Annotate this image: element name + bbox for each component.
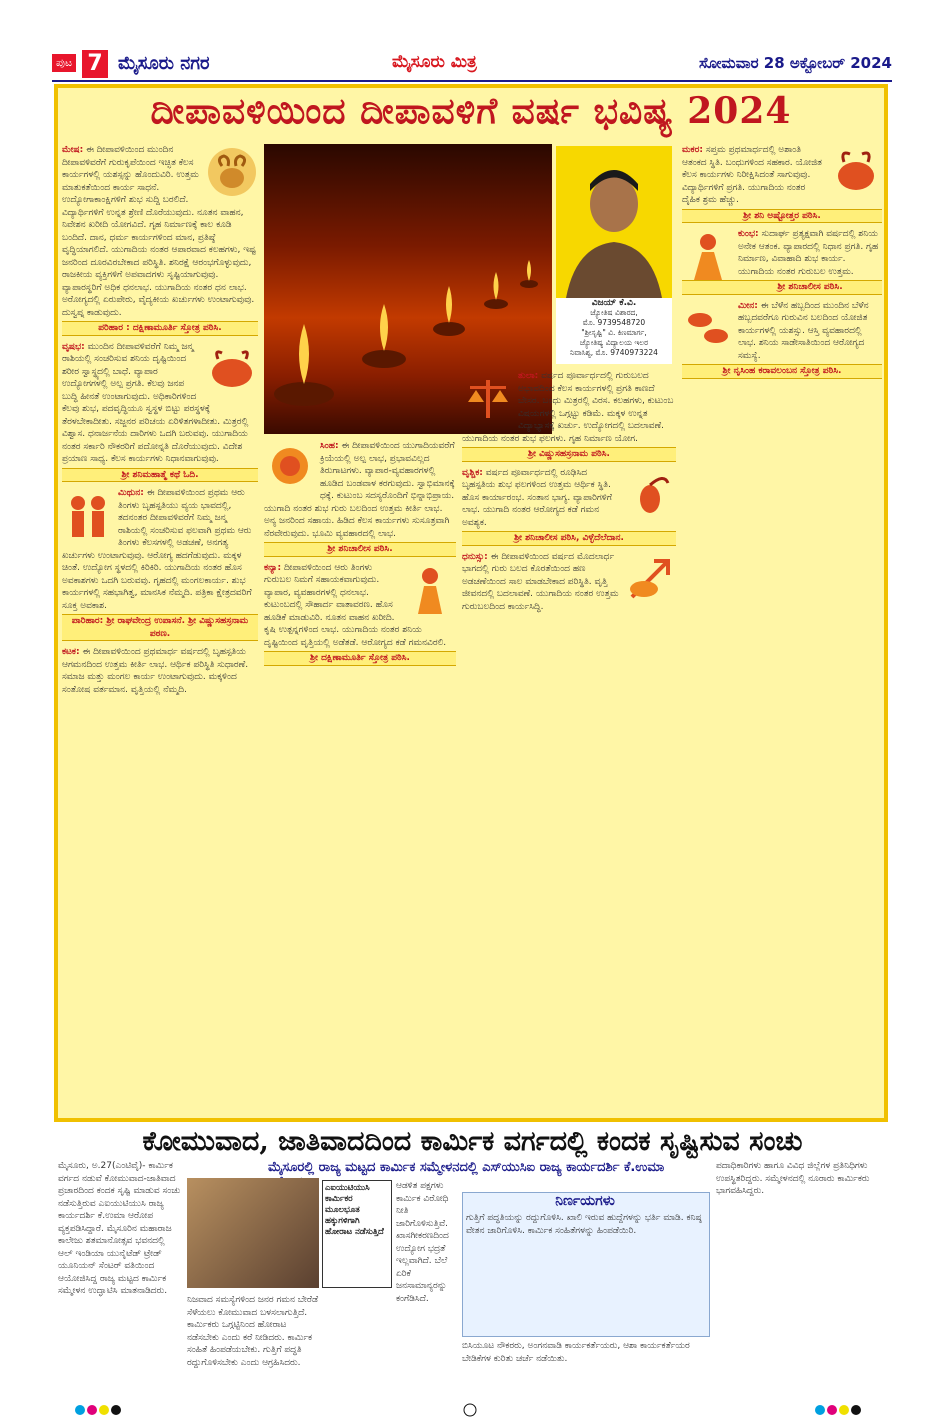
article-column-5: ಪದಾಧಿಕಾರಿಗಳು ಹಾಗೂ ವಿವಿಧ ಜಿಲ್ಲೆಗಳ ಪ್ರತಿನಿಧಿಗಳು ಉಪಸ್ಥಿತರಿದ್ದರು. ಸಮ್ಮೇಳನದಲ್ಲಿ ನೂರಾರು ಕಾರ್ಮಿಕರು ಭಾಗವಹಿಸಿದ್ದರು. — [716, 1161, 870, 1196]
sign-makara-remedy: ಶ್ರೀ ಶನಿ ಅಷ್ಟೋತ್ತರ ಪಠಿಸಿ. — [682, 209, 882, 224]
libra-icon — [462, 372, 514, 424]
sign-karka-text: ಈ ದೀಪಾವಳಿಯಿಂದ ಪ್ರಥಮಾರ್ಧ ವರ್ಷದಲ್ಲಿ ಬೃಹಸ್ಪತಿಯ ಆಗಮನದಿಂದ ಉತ್ತಮ ಕೀರ್ತಿ ಲಾಭ. ಆರ್ಥಿಕ ಪರಿಸ್ಥಿತಿ ಸುಧಾರಣೆ. ಸಮಾಜ ಮತ್ತು ಮಂಗಲ ಕಾರ್ಯ ಉಂಟಾಗುವುದು. ಮಕ್ಕಳಿಂದ ಸಂತೋಷ ವರ್ತಮಾನ. ವೃತ್ತಿಯಲ್ಲಿ ನೆಮ್ಮದಿ. — [62, 647, 249, 695]
print-registration-marks — [0, 1403, 945, 1417]
page-number: 7 — [82, 50, 108, 78]
horoscope-column-1 — [62, 144, 258, 1116]
article-quote: ಎಐಯುಟಿಯುಸಿ ಕಾರ್ಮಿಕರ ಮೂಲಭೂತ ಹಕ್ಕುಗಳಿಗಾಗಿ ಹೋರಾಟ ನಡೆಸುತ್ತಿದೆ — [322, 1180, 392, 1288]
leo-icon — [264, 442, 316, 494]
sign-karka-lead: ಕಟಕ: — [62, 647, 80, 657]
sign-makara-text: ಸಪ್ತಮ ಪ್ರಥಮಾರ್ಧದಲ್ಲಿ ಅಶಾಂತಿ ಆತಂಕದ ಸ್ಥಿತಿ. ಬಂಧುಗಳಿಂದ ಸಹಕಾರ. ಯೋಜಿತ ಕೆಲಸ ಕಾರ್ಯಗಳು ನಿರೀಕ್ಷಿಸಿದಂತೆ ಸಾಗುವುವು. ವಿದ್ಯಾರ್ಥಿಗಳಿಗೆ ಪ್ರಗತಿ. ಯುಗಾದಿಯ ನಂತರ ದೈಹಿಕ ಶ್ರಮ ಹೆಚ್ಚು. — [682, 145, 822, 205]
section-name: ಮೈಸೂರು ನಗರ — [118, 53, 210, 74]
sign-vrischika — [462, 467, 676, 546]
pisces-icon — [682, 302, 734, 354]
sign-kumbha — [682, 228, 882, 295]
sign-simha-text: ಈ ದೀಪಾವಳಿಯಿಂದ ಯುಗಾದಿಯವರೆಗೆ ಕ್ರಿಯೆಯಲ್ಲಿ ಅಲ್ಪ ಲಾಭ, ಪ್ರಭಾವವಿಲ್ಲದ ತಿರುಗಾಟಗಳು. ವ್ಯಾಪಾರ-ವ್ಯವಹಾರಗಳಲ್ಲಿ ಹೂಡಿದ ಬಂಡವಾಳ ಕರಗುವುದು. ಸ್ವಾಭಿಮಾನಕ್ಕೆ ಧಕ್ಕೆ. ಕುಟುಂಬ ಸದಸ್ಯರೊಂದಿಗೆ ಭಿನ್ನಾಭಿಪ್ರಾಯ. ಯುಗಾದಿ ನಂತರ ಶುಭ ಗುರು ಬಲದಿಂದ ಉತ್ತಮ ಕೀರ್ತಿ ಲಾಭ. ಅನ್ಯ ಜನರಿಂದ ಸಹಾಯ. ಹಿಡಿದ ಕೆಲಸ ಕಾರ್ಯಗಳು ಸುಸೂತ್ರವಾಗಿ ನೆರವೇರುವುದು. ಭೂಮಿ ವ್ಯವಹಾರದಲ್ಲಿ ಲಾಭ. — [264, 441, 455, 539]
article-subheadline: ಮೈಸೂರಲ್ಲಿ ರಾಜ್ಯ ಮಟ್ಟದ ಕಾರ್ಮಿಕ ಸಮ್ಮೇಳನದಲ್ಲಿ ಎಸ್‌ಯುಸಿಐ ರಾಜ್ಯ ಕಾರ್ಯದರ್ಶಿ ಕೆ.ಉಮಾ — [268, 1160, 665, 1175]
astrologer-portrait — [556, 146, 672, 298]
article-column-3: ಆಡಳಿತ ಪಕ್ಷಗಳು ಕಾರ್ಮಿಕ ವಿರೋಧಿ ನೀತಿ ಜಾರಿಗೊಳಿಸುತ್ತಿವೆ. ಖಾಸಗೀಕರಣದಿಂದ ಉದ್ಯೋಗ ಭದ್ರತೆ ಇಲ್ಲವಾಗಿದೆ. ಬೆಲೆ ಏರಿಕೆ ಜನಸಾಮಾನ್ಯರನ್ನು ಕಂಗೆಡಿಸಿದೆ. — [396, 1181, 449, 1304]
sign-mesha-text: ಈ ದೀಪಾವಳಿಯಿಂದ ಮುಂದಿನ ದೀಪಾವಳಿವರೆಗೆ ಗುರುಕೃಪೆಯಿಂದ ಇಚ್ಛಿತ ಕೆಲಸ ಕಾರ್ಯಗಳಲ್ಲಿ ಯಶಸ್ಸನ್ನು ಹೊಂದುವಿರಿ. ಉತ್ತಮ ಮಾತುಕತೆಯಿಂದ ಕಾರ್ಯ ಸಾಧನೆ. ಉದ್ಯೋಗಾಕಾಂಕ್ಷಿಗಳಿಗೆ ಶುಭ ಸುದ್ದಿ ಬರಲಿದೆ. ವಿದ್ಯಾರ್ಥಿಗಳಿಗೆ ಉನ್ನತ ಶ್ರೇಣಿ ದೊರೆಯುವುದು. ನೂತನ ವಾಹನ, ನಿವೇಶನ ಖರೀದಿ ಯೋಗವಿದೆ. ಗೃಹ ನಿರ್ಮಾಣಕ್ಕೆ ಕಾಲ ಕೂಡಿ ಬಂದಿದೆ. ದಾನ, ಧರ್ಮ ಕಾರ್ಯಗಳಿಂದ ಮಾನ, ಪ್ರತಿಷ್ಠೆ ವೃದ್ಧಿಯಾಗಲಿದೆ. ಯುಗಾದಿಯ ನಂತರ ಆಪಾರವಾದ ಕಲಹಗಳು, ಇಷ್ಟ ಜನರಿಂದ ದೂರವಿರಬೇಕಾದ ಪರಿಸ್ಥಿತಿ. ಶನಿರಕ್ಷೆ ಆರಂಭಗೊಳ್ಳುವುದು, ರಾಜಕೀಯ ವ್ಯಕ್ತಿಗಳಿಗೆ ಅಪವಾದಗಳು ಸೃಷ್ಟಿಯಾಗುವುವು. ವ್ಯಾಪಾರಸ್ಥರಿಗೆ ಅಧಿಕ ಧನಲಾಭ. ಯುಗಾದಿಯ ನಂತರ ಧನ ಲಾಭ. ಅರೋಗ್ಯದಲ್ಲಿ ಏರುಪೇರು, ವೈದ್ಯಕೀಯ ಖರ್ಚುಗಳು ಉಂಟಾಗುವುವು. ದುಸ್ವಪ್ನ ಕಾಡುವುದು. — [62, 145, 256, 318]
astrologer-title: ಜ್ಯೋತಿಷ ವಿಶಾರದ, — [590, 308, 638, 317]
newspaper-brand: ಮೈಸೂರು ಮಿತ್ರ — [392, 52, 477, 72]
sign-kanya-text: ದೀಪಾವಳಿಯಿಂದ ಆರು ತಿಂಗಳು ಗುರುಬಲ ನಿಮಗೆ ಸಹಾಯಕವಾಗುವುದು. ವ್ಯಾಪಾರ, ವ್ಯವಹಾರಗಳಲ್ಲಿ ಧನಲಾಭ. ಕುಟುಂಬದಲ್ಲಿ ಸೌಹಾರ್ದ ವಾತಾವರಣ. ಹೊಸ ಹೂಡಿಕೆ ಮಾಡುವಿರಿ. ನೂತನ ವಾಹನ ಖರೀದಿ. ಕೃಷಿ ಉತ್ಪನ್ನಗಳಿಂದ ಲಾಭ. ಯುಗಾದಿಯ ನಂತರ ಶನಿಯ ದೃಷ್ಟಿಯಿಂದ ವೃತ್ತಿಯಲ್ಲಿ ಅಡೆತಡೆ. ಆರೋಗ್ಯದ ಕಡೆ ಗಮನವಿರಲಿ. — [264, 562, 447, 648]
astrologer-phone: ಮೊ. 9739548720 — [582, 318, 646, 327]
sign-meena-remedy: ಶ್ರೀ ನೃಸಿಂಹ ಕರಾವಲಂಬನ ಸ್ತೋತ್ರ ಪಠಿಸಿ. — [682, 364, 882, 379]
sign-vrishabha-remedy: ಶ್ರೀ ಶನಿಮಹಾತ್ಮೆ ಕಥೆ ಓದಿ. — [62, 468, 258, 483]
sign-tula-text: ವರ್ಷದ ಪೂರ್ವಾರ್ಧದಲ್ಲಿ ಗುರುಬಲದ ಅಭಾವದಿಂದ ಕೆಲಸ ಕಾರ್ಯಗಳಲ್ಲಿ ಪ್ರಗತಿ ಕಾಣದೆ ಬೇಸರ. ಬಂಧು ಮಿತ್ರರಲ್ಲಿ ವಿರಸ. ಕಲಹಗಳು, ಕುಟುಂಬ ವಿಷಯಗಳಲ್ಲಿ ಒಗ್ಗಟ್ಟು ಕಡಿಮೆ. ಮಕ್ಕಳ ಉನ್ನತ ವಿದ್ಯಾಭ್ಯಾಸಕ್ಕೆ ಖರ್ಚು. ಉದ್ಯೋಗದಲ್ಲಿ ಬದಲಾವಣೆ. ಯುಗಾದಿಯ ನಂತರ ಶುಭ ಫಲಗಳು. ಗೃಹ ನಿರ್ಮಾಣ ಯೋಗ. — [462, 371, 674, 444]
article-column-2: ನಿಜವಾದ ಸಮಸ್ಯೆಗಳಿಂದ ಜನರ ಗಮನ ಬೇರೆಡೆ ಸೆಳೆಯಲು ಕೋಮುವಾದ ಬಳಸಲಾಗುತ್ತಿದೆ. ಕಾರ್ಮಿಕರು ಒಗ್ಗಟ್ಟಿನಿಂದ ಹೋರಾಟ ನಡೆಸಬೇಕು ಎಂದು ಕರೆ ನೀಡಿದರು. ಕಾರ್ಮಿಕ ಸಂಹಿತೆ ಹಿಂಪಡೆಯಬೇಕು. ಗುತ್ತಿಗೆ ಪದ್ಧತಿ ರದ್ದುಗೊಳಿಸಬೇಕು ಎಂದು ಆಗ್ರಹಿಸಿದರು. — [187, 1295, 319, 1368]
sign-vrischika-remedy: ಶ್ರೀ ಶನಿಚಾಲೀಸ ಪಠಿಸಿ, ವಿಳ್ಳೆದೆಲೆದಾನ. — [462, 531, 676, 546]
sign-kanya — [264, 562, 456, 666]
sign-meena — [682, 300, 882, 379]
sign-mithuna-text: ಈ ದೀಪಾವಳಿಯಿಂದ ಪ್ರಥಮ ಆರು ತಿಂಗಳು ಬೃಹಸ್ಪತಿಯು ವ್ಯಯ ಭಾವದಲ್ಲಿ, ತದನಂತರ ದೀಪಾವಳಿವರೆಗೆ ನಿಮ್ಮ ಜನ್ಮ ರಾಶಿಯಲ್ಲಿ ಸಂಚರಿಸುವ ಫಲವಾಗಿ ಪ್ರಥಮ ಆರು ತಿಂಗಳು ಕೆಲಸಗಳಲ್ಲಿ ಅಡಚಣೆ, ಅನಗತ್ಯ ಖರ್ಚುಗಳು ಉಂಟಾಗುವುವು. ಆರೋಗ್ಯ ಹದಗೆಡುವುದು. ಮಕ್ಕಳ ಚಿಂತೆ. ಉದ್ಯೋಗ ಸ್ಥಳದಲ್ಲಿ ಕಿರಿಕಿರಿ. ಯುಗಾದಿಯ ನಂತರ ಹೊಸ ಅವಕಾಶಗಳು ಒದಗಿ ಬರುವವು. ಗೃಹದಲ್ಲಿ ಮಂಗಲಕಾರ್ಯ. ಶುಭ ಕಾರ್ಯಗಳಲ್ಲಿ ಸಹಭಾಗಿತ್ವ, ಮಾನಸಿಕ ನೆಮ್ಮದಿ. ಪತ್ರಿಕಾ ಕ್ಷೇತ್ರದವರಿಗೆ ಸೂಕ್ತ ಅವಕಾಶ. — [62, 488, 252, 611]
sign-mithuna-remedy: ಪಾರಿಹಾರ: ಶ್ರೀ ರಾಘವೇಂದ್ರ ಉಪಾಸನೆ. ಶ್ರೀ ವಿಷ್ಣುಸಹಸ್ರನಾಮ ಪಠಣ. — [62, 614, 258, 641]
sign-kumbha-lead: ಕುಂಭ: — [738, 229, 759, 239]
sign-makara — [682, 144, 882, 223]
sign-vrishabha-text: ಮುಂದಿನ ದೀಪಾವಳಿವರೆಗೆ ನಿಮ್ಮ ಜನ್ಮ ರಾಶಿಯಲ್ಲಿ ಸಂಚರಿಸುವ ಶನಿಯ ದೃಷ್ಟಿಯಿಂದ ಶರೀರ ಸ್ವಾಸ್ಥ್ಯದಲ್ಲಿ ಬಾಧೆ. ವ್ಯಾಪಾರ ಉದ್ಯೋಗಗಳಲ್ಲಿ ಅಲ್ಪ ಪ್ರಗತಿ. ಕೆಲವು ಜನಪ ಬುದ್ಧಿ ಹೀನತೆ ಉಂಟಾಗುವುದು. ಅಧಿಕಾರಿಗಳಿಂದ ಕೆಲವು ಶುಭ, ಪದವೃದ್ಧಿಯೂ ಸ್ವಸ್ಥಳ ಬಿಟ್ಟು ಪರಸ್ಥಳಕ್ಕೆ ತೆರಳಬೇಕಾದೀತು. ಸಜ್ಜನರ ಪರಿಚಯ ಏರಿಳಿತಗಳಾದೀತು. ಮಿತ್ರರಲ್ಲಿ ವಿಶ್ವಾಸ. ಧನಾರ್ಜನೆಯ ದಾರಿಗಳು ಒದಗಿ ಬರುವವು. ಯುಗಾದಿಯ ನಂತರ ಸರ್ಕಾರಿ ನೌಕರರಿಗೆ ಪದೋನ್ನತಿ ದೊರೆಯುವುದು. ವಿದೇಶ ಪ್ರಯಾಣ ಸಾಧ್ಯ. ಕೆಲಸ ಕಾರ್ಯಗಳು ನಿಧಾನವಾಗುವುವು. — [62, 341, 249, 464]
sign-meena-lead: ಮೀನ: — [738, 300, 758, 311]
virgo-icon — [404, 564, 456, 616]
sign-vrischika-lead: ವೃಶ್ಚಿಕ: — [462, 467, 483, 478]
horoscope-column-2 — [264, 440, 456, 1116]
sign-dhanu-lead: ಧನುಸ್ಸು: — [462, 551, 488, 562]
sign-kanya-lead: ಕನ್ಯಾ: — [264, 562, 282, 573]
sign-kanya-remedy: ಶ್ರೀ ದಕ್ಷಿಣಾಮೂರ್ತಿ ಸ್ತೋತ್ರ ಪಠಿಸಿ. — [264, 651, 456, 666]
sign-makara-lead: ಮಕರ: — [682, 145, 703, 155]
sign-karka — [62, 646, 258, 696]
sign-vrishabha-lead: ವೃಷಭ: — [62, 341, 85, 352]
sign-meena-text: ಈ ಬೆಳೆನ ಹಬ್ಬದಿಂದ ಮುಂದಿನ ಬೆಳೆನ ಹಬ್ಬದವರೆಗೂ ಗುರುವಿನ ಬಲದಿಂದ ಯೋಜಿತ ಕಾರ್ಯಗಳಲ್ಲಿ ಯಶಸ್ಸು. ಆಸ್ತಿ ವ್ಯವಹಾರದಲ್ಲಿ ಲಾಭ. ಶನಿಯ ಸಾಡೇಸಾತಿಯಿಂದ ಆರೋಗ್ಯದ ಸಮಸ್ಯೆ. — [738, 300, 869, 361]
sign-mesha — [62, 144, 258, 336]
sign-simha-remedy: ಶ್ರೀ ಶನಿಚಾಲೀಸ ಪಠಿಸಿ. — [264, 542, 456, 557]
page-header — [52, 50, 892, 82]
sign-mesha-lead: ಮೇಷ: — [62, 145, 84, 155]
sign-tula-remedy: ಶ್ರೀ ವಿಷ್ಣುಸಹಸ್ರನಾಮ ಪಠಿಸಿ. — [462, 447, 676, 462]
sign-dhanu-text: ಈ ದೀಪಾವಳಿಯಿಂದ ವರ್ಷದ ಮೊದಲಾರ್ಧ ಭಾಗದಲ್ಲಿ ಗುರು ಬಲದ ಕೊರತೆಯಿಂದ ಹಣ ಅಡಚಣೆಯಿಂದ ಸಾಲ ಮಾಡಬೇಕಾದ ಪರಿಸ್ಥಿತಿ. ವೃತ್ತಿ ಜೀವನದಲ್ಲಿ ಬದಲಾವಣೆ. ಯುಗಾದಿಯ ನಂತರ ಉತ್ತಮ ಗುರುಬಲದಿಂದ ಕಾರ್ಯಸಿದ್ಧಿ. — [462, 551, 619, 612]
sign-tula-lead: ತುಲಾ: — [518, 371, 539, 381]
astrologer-office: "ಶ್ರೀಸೃಷ್ಟಿ" ವಿ. ಕಿಣಮಾರ್ಗ, — [581, 328, 647, 337]
sign-dhanu — [462, 551, 676, 614]
horoscope-column-3 — [462, 370, 676, 1116]
aries-icon — [206, 146, 258, 198]
gemini-icon — [62, 489, 114, 541]
astrologer-office2: ಜ್ಯೋತಿಷ್ಯ ವಿದ್ಯಾಲಯ ಇಲರ — [579, 338, 649, 347]
astrologer-photo — [556, 146, 672, 298]
scorpio-icon — [624, 469, 676, 521]
astrologer-name: ವಿಜಯ್ ಕೆ.ವಿ. — [591, 298, 637, 308]
sign-mithuna-lead: ಮಿಥುನ: — [118, 488, 144, 498]
page-label: ಪುಟ — [52, 54, 76, 72]
sagittarius-icon — [624, 553, 676, 605]
sign-kumbha-remedy: ಶ್ರೀ ಶನಿಚಾಲೀಸ ಪಠಿಸಿ. — [682, 280, 882, 295]
resolutions-title: ನಿರ್ಣಯಗಳು — [555, 1193, 615, 1209]
astrologer-card — [556, 298, 672, 364]
sign-kumbha-text: ಸುದಾರ್ಘ ಪ್ರತ್ಯಕ್ಷವಾಗಿ ವರ್ಷದಲ್ಲಿ ಶನಿಯ ಅನೇಕ ಆತಂಕ. ವ್ಯಾಪಾರದಲ್ಲಿ ನಿಧಾನ ಪ್ರಗತಿ. ಗೃಹ ನಿರ್ಮಾಣ, ವಿವಾಹಾದಿ ಶುಭ ಕಾರ್ಯ. ಯುಗಾದಿಯ ನಂತರ ಗುರುಬಲ ಉತ್ತಮ. — [738, 229, 879, 277]
page-title: ದೀಪಾವಳಿಯಿಂದ ದೀಪಾವಳಿಗೆ ವರ್ಷ ಭವಿಷ್ಯ 2024 — [150, 90, 792, 132]
sign-tula — [462, 370, 676, 462]
issue-date: ಸೋಮವಾರ 28 ಅಕ್ಟೋಬರ್ 2024 — [698, 54, 892, 72]
article-headline: ಕೋಮುವಾದ, ಜಾತಿವಾದದಿಂದ ಕಾರ್ಮಿಕ ವರ್ಗದಲ್ಲಿ ಕಂದಕ ಸೃಷ್ಟಿಸುವ ಸಂಚು — [142, 1126, 803, 1157]
article-column-4: ಬಿಸಿಯೂಟ ನೌಕರರು, ಅಂಗನವಾಡಿ ಕಾರ್ಯಕರ್ತೆಯರು, ಆಶಾ ಕಾರ್ಯಕರ್ತೆಯರ ಬೇಡಿಕೆಗಳ ಕುರಿತು ಚರ್ಚೆ ನಡೆಯಿತು. — [462, 1341, 690, 1364]
conference-photo — [187, 1178, 319, 1288]
sign-simha — [264, 440, 456, 557]
sign-vrischika-text: ವರ್ಷದ ಪೂರ್ವಾರ್ಧದಲ್ಲಿ ರೂಢಿಸಿದ ಬೃಹಸ್ಪತಿಯ ಶುಭ ಫಲಗಳಿಂದ ಉತ್ತಮ ಆರ್ಥಿಕ ಸ್ಥಿತಿ. ಹೊಸ ಕಾರ್ಯಾರಂಭ. ಸಂತಾನ ಭಾಗ್ಯ. ವ್ಯಾಪಾರಿಗಳಿಗೆ ಲಾಭ. ಯುಗಾದಿ ನಂತರ ಆರೋಗ್ಯದ ಕಡೆ ಗಮನ ಅವಶ್ಯಕ. — [462, 467, 612, 528]
sign-mesha-remedy: ಪರಿಹಾರ : ದಕ್ಷಿಣಾಮೂರ್ತಿ ಸ್ತೋತ್ರ ಪಠಿಸಿ. — [62, 321, 258, 336]
capricorn-icon — [830, 146, 882, 198]
sign-simha-lead: ಸಿಂಹ: — [320, 441, 339, 451]
sign-mithuna — [62, 487, 258, 641]
resolutions-text: ಗುತ್ತಿಗೆ ಪದ್ಧತಿಯನ್ನು ರದ್ದುಗೊಳಿಸಿ. ಖಾಲಿ ಇರುವ ಹುದ್ದೆಗಳನ್ನು ಭರ್ತಿ ಮಾಡಿ. ಕನಿಷ್ಠ ವೇತನ ಜಾರಿಗೊಳಿಸಿ. ಕಾರ್ಮಿಕ ಸಂಹಿತೆಗಳನ್ನು ಹಿಂಪಡೆಯಿರಿ. — [466, 1213, 702, 1236]
sign-vrishabha — [62, 341, 258, 483]
aquarius-icon — [682, 230, 734, 282]
article-column-1: ಮೈಸೂರು, ಅ.27(ಎಂಟಿವೈ)- ಕಾರ್ಮಿಕ ವರ್ಗದ ನಡುವೆ ಕೋಮುವಾದ-ಜಾತಿವಾದ ಪ್ರಚಾರದಿಂದ ಕಂದಕ ಸೃಷ್ಟಿ ಮಾಡುವ ಸಂಚು ನಡೆಸುತ್ತಿರುವ ಎಐಯುಟಿಯುಸಿ ರಾಜ್ಯ ಕಾರ್ಯದರ್ಶಿ ಕೆ.ಉಮಾ ಆರೋಪ ವ್ಯಕ್ತಪಡಿಸಿದ್ದಾರೆ. ಮೈಸೂರಿನ ಮಹಾರಾಜ ಕಾಲೇಜು ಶತಮಾನೋತ್ಸವ ಭವನದಲ್ಲಿ ಆಲ್ ಇಂಡಿಯಾ ಯುನೈಟೆಡ್ ಟ್ರೇಡ್ ಯೂನಿಯನ್ ಸೆಂಟರ್ ವತಿಯಿಂದ ಆಯೋಜಿಸಿದ್ದ ರಾಜ್ಯ ಮಟ್ಟದ ಕಾರ್ಮಿಕ ಸಮ್ಮೇಳನ ಉದ್ಘಾಟಿಸಿ ಮಾತನಾಡಿದರು. — [58, 1161, 181, 1296]
taurus-icon — [206, 343, 258, 395]
horoscope-column-4 — [682, 144, 882, 1116]
astrologer-office3: ನಿವಾಸಿಶ್ಯ, ಮೊ. 9740973224 — [570, 348, 658, 357]
